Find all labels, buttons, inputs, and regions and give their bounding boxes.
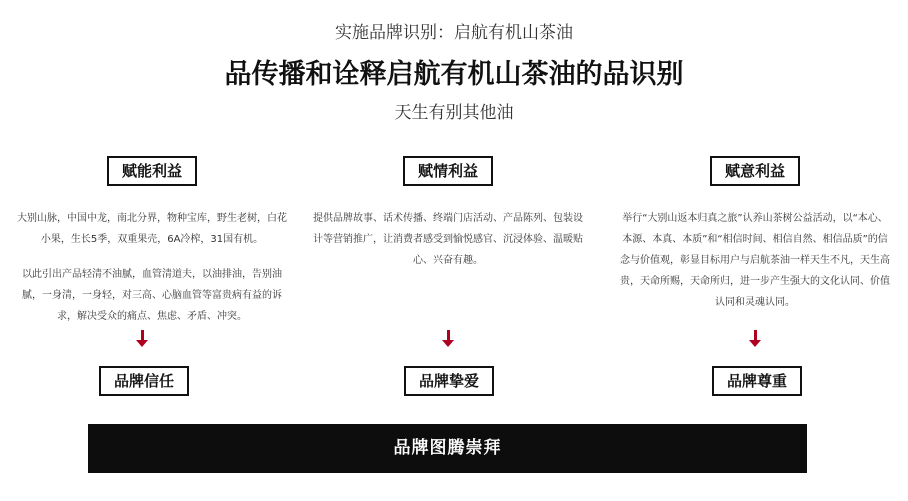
description-paragraph: 提供品牌故事、话术传播、终端门店活动、产品陈列、包装设计等营销推广，让消费者感受到愉悦感官、沉浸体验、温暖贴心、兴奋有趣。	[313, 213, 583, 266]
description-paragraph: 以此引出产品轻清不油腻，血管清道夫，以油排油，告别油腻，一身清，一身轻，对三高、心脑血管等富贵病有益的诉求，解决受众的痛点、焦虑、矛盾、冲突。	[22, 269, 282, 322]
page-title: 品传播和诠释启航有机山茶油的品识别	[224, 59, 684, 90]
benefit-description	[620, 208, 890, 313]
benefit-column-empowerment	[17, 156, 287, 341]
page-subtitle: 实施品牌识别：启航有机山茶油	[335, 23, 573, 43]
result-brand-trust: 品牌信任	[99, 366, 189, 396]
brand-totem-banner: 品牌图腾崇拜	[88, 424, 807, 473]
benefit-column-meaning	[620, 156, 890, 327]
arrow-down-icon	[136, 330, 148, 347]
result-brand-respect: 品牌尊重	[712, 366, 802, 396]
benefit-heading: 赋意利益	[710, 156, 800, 186]
description-paragraph: 大别山脉，中国中龙，南北分界，物种宝库，野生老树，白花小果，生长5季，双重果壳，6A冷榨，31国有机。	[17, 213, 287, 245]
page-tagline: 天生有别其他油	[394, 103, 514, 123]
arrow-down-icon	[442, 330, 454, 347]
description-paragraph: 举行“大别山返本归真之旅”认养山茶树公益活动，以“本心、本源、本真、本质”和“相信时间、相信自然、相信品质”的信念与价值观，彰显目标用户与启航茶油一样天生不凡，天生高贵，天命所赐，天命所归，进一步产生强大的文化认同、价值认同和灵魂认同。	[620, 213, 890, 308]
benefit-heading: 赋情利益	[403, 156, 493, 186]
benefit-heading: 赋能利益	[107, 156, 197, 186]
benefit-description	[313, 208, 583, 271]
benefit-description	[17, 208, 287, 327]
benefit-column-emotion	[313, 156, 583, 285]
arrow-down-icon	[749, 330, 761, 347]
result-brand-love: 品牌挚爱	[404, 366, 494, 396]
